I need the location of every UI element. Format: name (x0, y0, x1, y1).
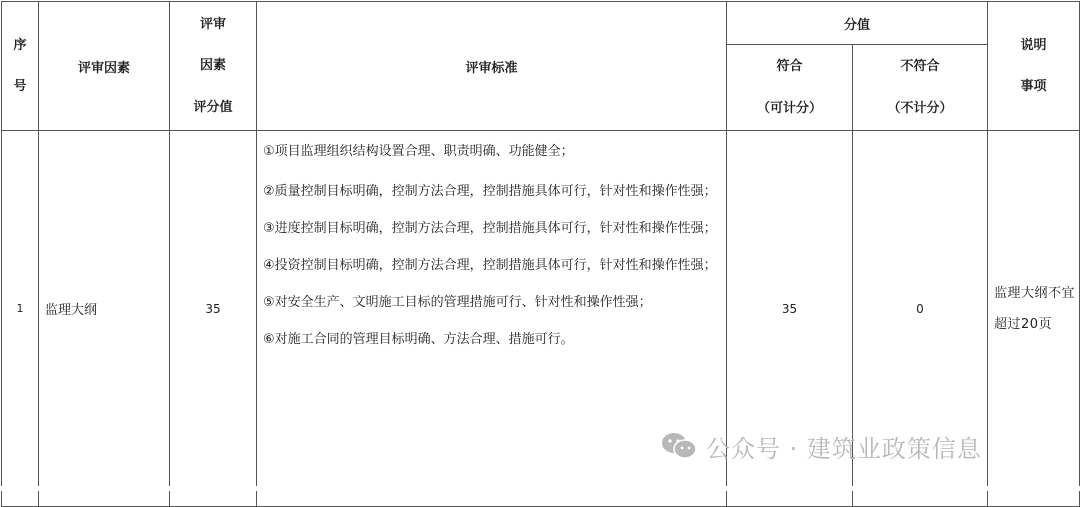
standard-item: ①项目监理组织结构设置合理、职责明确、功能健全； (263, 144, 574, 159)
header-factor: 评审因素 (39, 2, 170, 131)
watermark-text: 公众号 · 建筑业政策信息 (706, 434, 982, 463)
standard-item: ⑥对施工合同的管理目标明确、方法合理、措施可行。 (263, 332, 574, 347)
standard-item: ④投资控制目标明确，控制方法合理，控制措施具体可行，针对性和操作性强； (263, 258, 717, 273)
header-seq: 序 号 (2, 2, 39, 131)
row-factor-score: 35 (170, 131, 257, 487)
header-conform: 符合 （可计分） (727, 45, 853, 131)
header-nonconform: 不符合 （不计分） (853, 45, 988, 131)
header-note: 说明 事项 (988, 2, 1080, 131)
standard-item: ③进度控制目标明确，控制方法合理，控制措施具体可行，针对性和操作性强； (263, 221, 717, 236)
row-conform: 35 (727, 131, 853, 487)
row-factor: 监理大纲 (39, 131, 170, 487)
header-score-value: 分值 (727, 2, 988, 45)
row-nonconform: 0 (853, 131, 988, 487)
watermark (660, 428, 982, 464)
standard-item: ②质量控制目标明确，控制方法合理，控制措施具体可行，针对性和操作性强； (263, 184, 717, 199)
row-standards (257, 131, 727, 487)
row-note: 监理大纲不宜超过20页 (988, 131, 1080, 487)
header-standard: 评审标准 (257, 2, 727, 131)
header-factor-score: 评审 因素 评分值 (170, 2, 257, 131)
row-seq: 1 (2, 131, 39, 487)
standard-item: ⑤对安全生产、文明施工目标的管理措施可行、针对性和操作性强； (263, 295, 652, 310)
wechat-icon (660, 431, 698, 461)
